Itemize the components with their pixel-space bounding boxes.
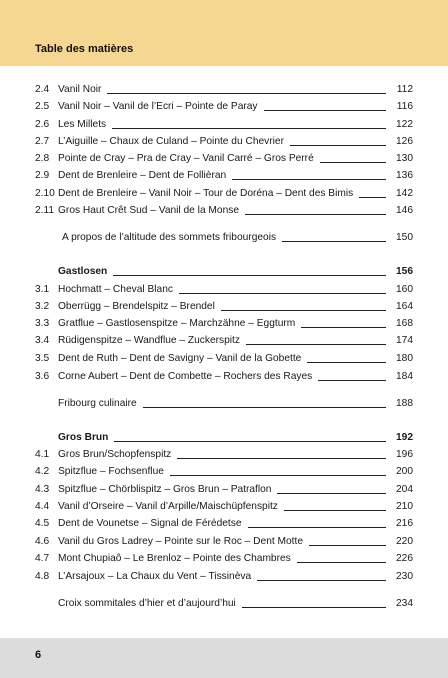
toc-entry-page: 192 [396, 432, 413, 443]
toc-leader-line [232, 179, 386, 180]
toc-entry-number: 2.8 [35, 153, 50, 164]
toc-entry [0, 299, 448, 315]
toc-leader-line [301, 327, 386, 328]
toc-leader-line [179, 293, 386, 294]
toc-entry-title: Spitzflue – Fochsenflue [58, 466, 164, 477]
toc-leader-line [113, 275, 386, 276]
toc-entry-number: 4.4 [35, 501, 50, 512]
toc-entry-page: 188 [396, 398, 413, 409]
toc-entry-page: 226 [396, 553, 413, 564]
toc-entry-title: Vanil Noir [58, 84, 102, 95]
toc-entry-number: 4.6 [35, 536, 50, 547]
toc-entry [0, 151, 448, 167]
toc-entry-number: 3.1 [35, 284, 50, 295]
page-number: 6 [35, 649, 42, 661]
toc-entry [0, 230, 448, 246]
toc-entry-title: Gros Haut Crêt Sud – Vanil de la Monse [58, 205, 240, 216]
toc-entry-title: A propos de l’altitude des sommets fribourgeois [62, 232, 277, 243]
toc-leader-line [107, 93, 386, 94]
toc-entry-title: Corne Aubert – Dent de Combette – Rochers des Rayes [58, 371, 313, 382]
toc-entry-title: L’Aiguille – Chaux de Culand – Pointe du Chevrier [58, 136, 284, 147]
toc-leader-line [246, 344, 386, 345]
header-title: Table des matières [35, 43, 134, 55]
toc-leader-line [114, 441, 386, 442]
toc-entry [0, 569, 448, 585]
toc-leader-line [242, 607, 386, 608]
toc-leader-line [284, 510, 386, 511]
toc-entry-number: 3.2 [35, 301, 50, 312]
toc-leader-line [359, 197, 386, 198]
toc-entry-number: 2.4 [35, 84, 50, 95]
toc-entry [0, 316, 448, 332]
toc-entry-page: 180 [396, 353, 413, 364]
toc-entry [0, 534, 448, 550]
page-footer [0, 638, 448, 678]
toc-entry-page: 196 [396, 449, 413, 460]
toc-entry-page: 204 [396, 484, 413, 495]
toc-entry-number: 4.2 [35, 466, 50, 477]
toc-entry-number: 3.6 [35, 371, 50, 382]
toc-entry-number: 4.8 [35, 571, 50, 582]
toc-entry [0, 333, 448, 349]
toc-entry-page: 160 [396, 284, 413, 295]
toc-entry-page: 168 [396, 318, 413, 329]
toc-entry [0, 447, 448, 463]
toc-leader-line [290, 145, 386, 146]
toc-leader-line [307, 362, 386, 363]
toc-entry [0, 117, 448, 133]
toc-leader-line [221, 310, 386, 311]
toc-entry [0, 351, 448, 367]
toc-entry-number: 4.5 [35, 518, 50, 529]
toc-entry-page: 156 [396, 266, 413, 277]
toc-entry-page: 136 [396, 170, 413, 181]
toc-leader-line [297, 562, 386, 563]
toc-section-heading [0, 430, 448, 446]
toc-leader-line [170, 475, 386, 476]
toc-entry [0, 369, 448, 385]
toc-entry-title: Croix sommitales d’hier et d’aujourd’hui [58, 598, 236, 609]
toc-entry-page: 210 [396, 501, 413, 512]
toc-entry-number: 3.3 [35, 318, 50, 329]
toc-entry-page: 174 [396, 335, 413, 346]
toc-entry [0, 186, 448, 202]
toc-entry-page: 130 [396, 153, 413, 164]
toc-entry [0, 396, 448, 412]
toc-leader-line [282, 241, 386, 242]
toc-entry-number: 3.4 [35, 335, 50, 346]
toc-entry-page: 116 [396, 101, 413, 112]
toc-entry-number: 2.9 [35, 170, 50, 181]
toc-entry-title: Vanil d’Orseire – Vanil d’Arpille/Maischüpfenspitz [58, 501, 278, 512]
toc-entry-page: 112 [396, 84, 413, 95]
toc-entry-title: Fribourg culinaire [58, 398, 137, 409]
toc-entry [0, 168, 448, 184]
toc-entry [0, 499, 448, 515]
toc-entry-page: 200 [396, 466, 413, 477]
toc-leader-line [257, 580, 386, 581]
toc-leader-line [177, 458, 386, 459]
toc-entry-page: 142 [396, 188, 413, 199]
toc-leader-line [248, 527, 386, 528]
toc-leader-line [264, 110, 386, 111]
toc-entry-title: Gros Brun [58, 432, 109, 443]
toc-entry-title: Dent de Brenleire – Vanil Noir – Tour de Doréna – Dent des Bimis [58, 188, 354, 199]
toc-entry-title: Rüdigenspitze – Wandflue – Zuckerspitz [58, 335, 240, 346]
toc-leader-line [309, 545, 386, 546]
toc-entry [0, 282, 448, 298]
toc-entry-page: 234 [396, 598, 413, 609]
toc-leader-line [320, 162, 386, 163]
toc-entry [0, 82, 448, 98]
toc-section-heading [0, 264, 448, 280]
toc-entry-title: Spitzflue – Chörblispitz – Gros Brun – Patraflon [58, 484, 272, 495]
toc-entry-title: Vanil Noir – Vanil de l’Ecri – Pointe de Paray [58, 101, 258, 112]
toc-entry-number: 4.7 [35, 553, 50, 564]
toc-entry-title: Les Millets [58, 119, 107, 130]
toc-entry-title: Gastlosen [58, 266, 108, 277]
toc-entry-page: 164 [396, 301, 413, 312]
toc-entry-number: 2.6 [35, 119, 50, 130]
toc-leader-line [112, 128, 386, 129]
toc-entry-title: Dent de Vounetse – Signal de Férédetse [58, 518, 242, 529]
toc-entry [0, 516, 448, 532]
toc-entry-page: 150 [396, 232, 413, 243]
toc-entry-number: 2.10 [35, 188, 55, 199]
toc-entry-title: Hochmatt – Cheval Blanc [58, 284, 173, 295]
toc-entry [0, 551, 448, 567]
toc-entry-title: Vanil du Gros Ladrey – Pointe sur le Roc – Dent Motte [58, 536, 304, 547]
toc-entry-page: 230 [396, 571, 413, 582]
toc-entry-title: Oberrügg – Brendelspitz – Brendel [58, 301, 215, 312]
toc-leader-line [143, 407, 386, 408]
toc-entry [0, 464, 448, 480]
toc-entry-page: 220 [396, 536, 413, 547]
toc-entry-page: 126 [396, 136, 413, 147]
toc-entry-page: 216 [396, 518, 413, 529]
toc-leader-line [245, 214, 386, 215]
toc-entry-page: 184 [396, 371, 413, 382]
page-header [0, 0, 448, 66]
toc-entry-title: Dent de Ruth – Dent de Savigny – Vanil de la Gobette [58, 353, 302, 364]
toc-entry-title: Gros Brun/Schopfenspitz [58, 449, 172, 460]
toc-entry-page: 146 [396, 205, 413, 216]
toc-entry [0, 134, 448, 150]
toc-leader-line [318, 380, 386, 381]
toc-entry-number: 3.5 [35, 353, 50, 364]
toc-entry-number: 2.5 [35, 101, 50, 112]
toc-entry-number: 2.11 [35, 205, 55, 216]
toc-entry-title: Pointe de Cray – Pra de Cray – Vanil Carré – Gros Perré [58, 153, 314, 164]
toc-entry-page: 122 [396, 119, 413, 130]
toc-entry-number: 2.7 [35, 136, 50, 147]
toc-entry [0, 203, 448, 219]
toc-entry-title: L’Arsajoux – La Chaux du Vent – Tissinèva [58, 571, 252, 582]
toc-entry-title: Dent de Brenleire – Dent de Follièran [58, 170, 227, 181]
toc-entry [0, 596, 448, 612]
toc-entry-number: 4.3 [35, 484, 50, 495]
toc-leader-line [277, 493, 386, 494]
toc-entry-title: Mont Chupiaô – Le Brenloz – Pointe des Chambres [58, 553, 291, 564]
toc-entry-title: Gratflue – Gastlosenspitze – Marchzähne – Eggturm [58, 318, 296, 329]
toc-entry [0, 99, 448, 115]
toc-entry-number: 4.1 [35, 449, 50, 460]
toc-entry [0, 482, 448, 498]
